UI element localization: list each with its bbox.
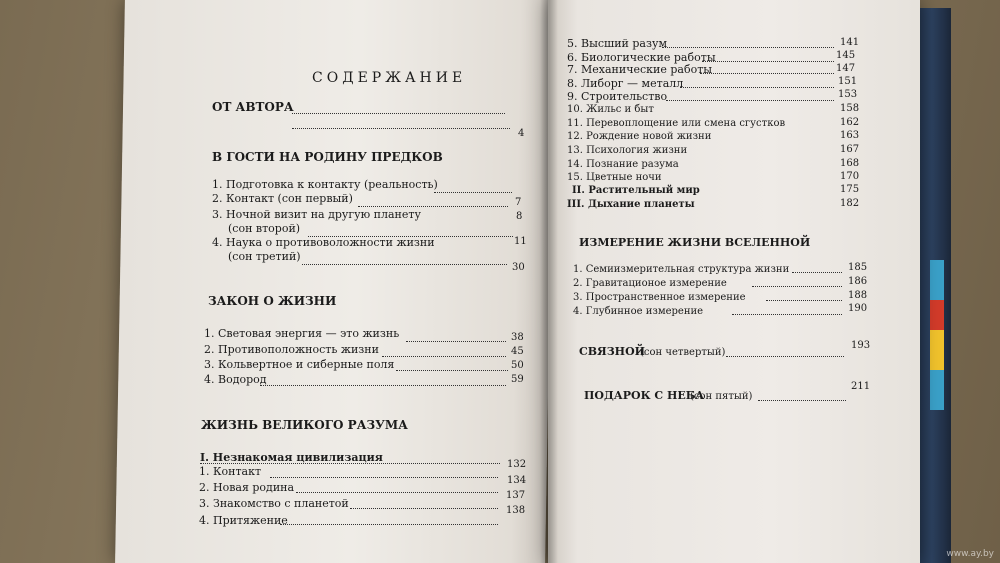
leader (792, 272, 842, 273)
page-number: 30 (512, 262, 525, 273)
toc-entry: II. Растительный мир (572, 185, 700, 196)
toc-entry: 15. Цветные ночи (567, 172, 662, 183)
page-number: 4 (518, 128, 525, 139)
leader (200, 463, 500, 464)
leader (666, 100, 834, 101)
section-universe: ИЗМЕРЕНИЕ ЖИЗНИ ВСЕЛЕННОЙ (579, 236, 811, 249)
page-number: 168 (840, 158, 860, 169)
toc-entry: 13. Психология жизни (567, 145, 688, 156)
cover-stripe-blue-2 (930, 370, 944, 410)
toc-entry: 2. Контакт (сон первый) (212, 192, 353, 205)
page-number: 147 (836, 63, 856, 74)
toc-entry: 1. Подготовка к контакту (реальность) (212, 178, 438, 191)
toc-entry: (сон третий) (228, 250, 301, 263)
page-number: 211 (851, 381, 871, 392)
section-link: СВЯЗНОЙ (579, 345, 646, 358)
toc-entry: 9. Строительство (567, 90, 668, 103)
leader (382, 356, 506, 357)
section-ancestors: В ГОСТИ НА РОДИНУ ПРЕДКОВ (212, 150, 443, 164)
leader (732, 314, 842, 315)
page-number: 134 (507, 475, 527, 486)
page-number: 188 (848, 290, 868, 301)
page-number: 190 (848, 303, 868, 314)
page-number: 141 (840, 37, 860, 48)
leader (702, 61, 834, 62)
page-number: 158 (840, 103, 860, 114)
leader (302, 264, 507, 265)
toc-entry: 4. Водород (204, 373, 267, 386)
toc-entry: 2. Противоположность жизни (204, 343, 379, 356)
section-law-of-life: ЗАКОН О ЖИЗНИ (208, 294, 337, 308)
page-number: 132 (507, 459, 527, 470)
toc-entry: 1. Световая энергия — это жизнь (204, 327, 400, 340)
leader (292, 113, 505, 114)
page-number: 185 (848, 262, 868, 273)
leader (270, 477, 498, 478)
page-number: 186 (848, 276, 868, 287)
toc-entry: 12. Рождение новой жизни (567, 131, 712, 142)
leader (296, 492, 498, 493)
page-number: 153 (838, 89, 858, 100)
toc-entry: 3. Знакомство с планетой (199, 497, 349, 510)
leader (434, 192, 512, 193)
page-number: 50 (511, 360, 524, 371)
toc-entry: 5. Высший разум (567, 37, 668, 50)
page-number: 8 (516, 211, 523, 222)
page-number: 163 (840, 130, 860, 141)
toc-subsection: I. Незнакомая цивилизация (200, 451, 383, 464)
leader (260, 385, 506, 386)
page-number: 167 (840, 144, 860, 155)
toc-entry: 3. Пространственное измерение (573, 292, 746, 303)
page-number: 151 (838, 76, 858, 87)
toc-entry: (сон второй) (228, 222, 301, 235)
leader (680, 87, 834, 88)
toc-entry: 4. Притяжение (199, 514, 288, 527)
page-number: 11 (514, 236, 527, 247)
cover-stripe-yellow (930, 330, 944, 370)
toc-entry: 3. Ночной визит на другую планету (212, 208, 421, 221)
leader (358, 206, 508, 207)
page-number: 38 (511, 332, 524, 343)
toc-entry: 11. Перевоплощение или смена сгустков (567, 118, 786, 129)
page-number: 182 (840, 198, 860, 209)
toc-entry: 8. Либорг — металл (567, 77, 684, 90)
section-from-author: ОТ АВТОРА (212, 100, 294, 114)
leader (752, 286, 842, 287)
leader (766, 300, 842, 301)
page-title: СОДЕРЖАНИЕ (312, 70, 467, 86)
section-link-sub: (сон четвертый) (640, 347, 726, 358)
page-number: 162 (840, 117, 860, 128)
toc-entry: 10. Жильс и быт (567, 104, 654, 115)
toc-entry: III. Дыхание планеты (567, 199, 695, 210)
leader (758, 400, 846, 401)
section-gift-sub: (сон пятый) (690, 391, 753, 402)
toc-entry: 6. Биологические работы (567, 51, 716, 64)
toc-entry: 14. Познание разума (567, 159, 679, 170)
page-number: 193 (851, 340, 871, 351)
toc-entry: 7. Механические работы (567, 63, 713, 76)
page-number: 59 (511, 374, 524, 385)
leader (396, 370, 508, 371)
cover-stripe-blue (930, 260, 944, 300)
toc-entry: 3. Кольвертное и сиберные поля (204, 358, 395, 371)
cover-stripe-red (930, 300, 944, 330)
toc-entry: 4. Глубинное измерение (573, 306, 704, 317)
leader (406, 341, 506, 342)
page-number: 45 (511, 346, 524, 357)
toc-entry: 2. Гравитационое измерение (573, 278, 727, 289)
watermark: www.ay.by (946, 549, 994, 559)
page-number: 175 (840, 184, 860, 195)
toc-entry: 2. Новая родина (199, 481, 295, 494)
leader (280, 524, 498, 525)
leader (662, 47, 834, 48)
page-number: 137 (506, 490, 526, 501)
section-gift: ПОДАРОК С НЕБА (584, 389, 705, 402)
leader (350, 508, 498, 509)
book-spine (540, 0, 558, 563)
page-number: 170 (840, 171, 860, 182)
leader (726, 356, 844, 357)
page-number: 138 (506, 505, 526, 516)
leader (292, 128, 510, 129)
page-number: 145 (836, 50, 856, 61)
section-great-mind: ЖИЗНЬ ВЕЛИКОГО РАЗУМА (201, 418, 408, 432)
toc-entry: 4. Наука о противоволожности жизни (212, 236, 435, 249)
toc-entry: 1. Семиизмерительная структура жизни (573, 264, 790, 275)
toc-entry: 1. Контакт (199, 465, 262, 478)
page-number: 7 (515, 197, 522, 208)
leader (700, 73, 834, 74)
